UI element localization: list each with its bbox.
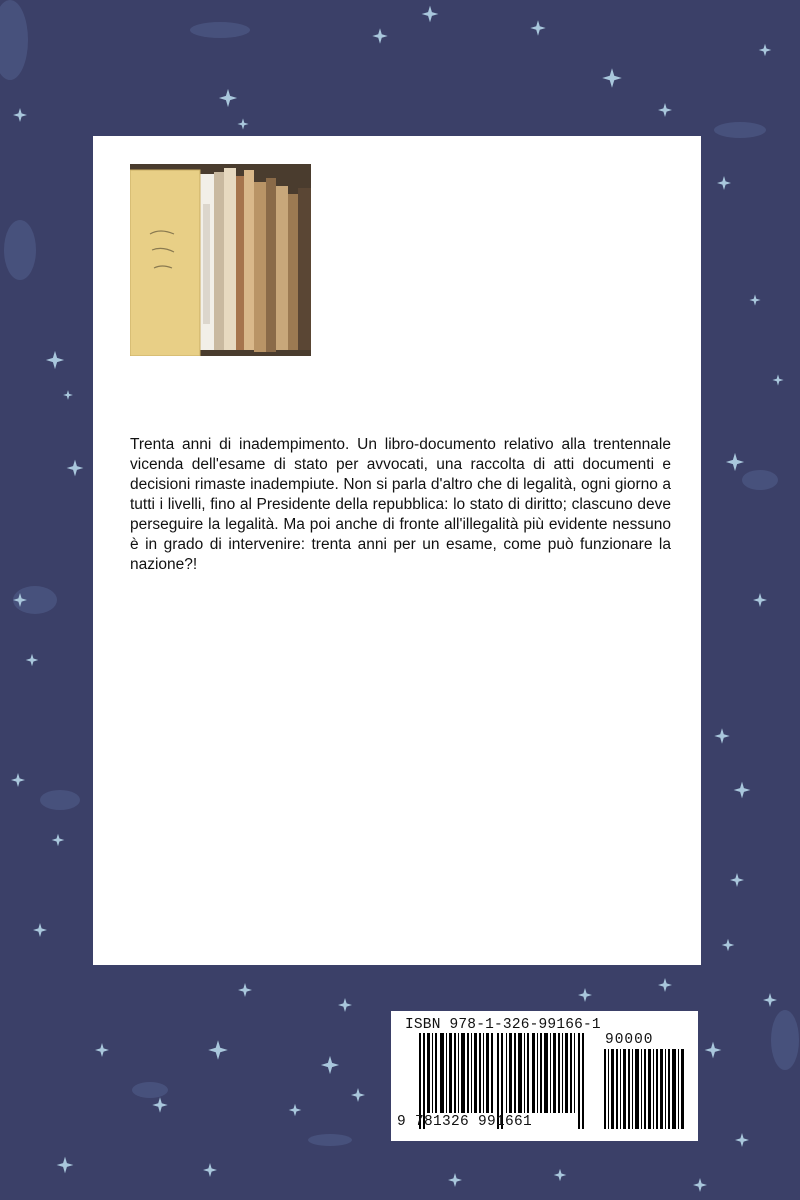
back-cover-panel — [93, 136, 701, 965]
folder-stack-photo — [130, 164, 311, 356]
price-addon-barcode — [604, 1049, 686, 1129]
barcode-box — [391, 1011, 698, 1141]
isbn-label: ISBN 978-1-326-99166-1 — [405, 1017, 601, 1033]
blurb-text: Trenta anni di inadempimento. Un libro-documento relativo alla trentennale vicenda dell'esame di stato per avvocati, una raccolta di atti documenti e decisioni rimaste inadempiute. Non si parla d'altro che di legalità, ogni giorno a tutti i livelli, fino al Presidente della repubblica: lo stato di diritto; clascuno deve perseguire la legalità. Ma poi anche di fronte all'illegalità più evidente nessuno è in grado di intervenire: trenta anni per un esame, come può funzionare la nazione?! — [130, 436, 671, 573]
ean-digits: 9 781326 991661 — [397, 1114, 533, 1130]
price-code: 90000 — [605, 1032, 654, 1048]
